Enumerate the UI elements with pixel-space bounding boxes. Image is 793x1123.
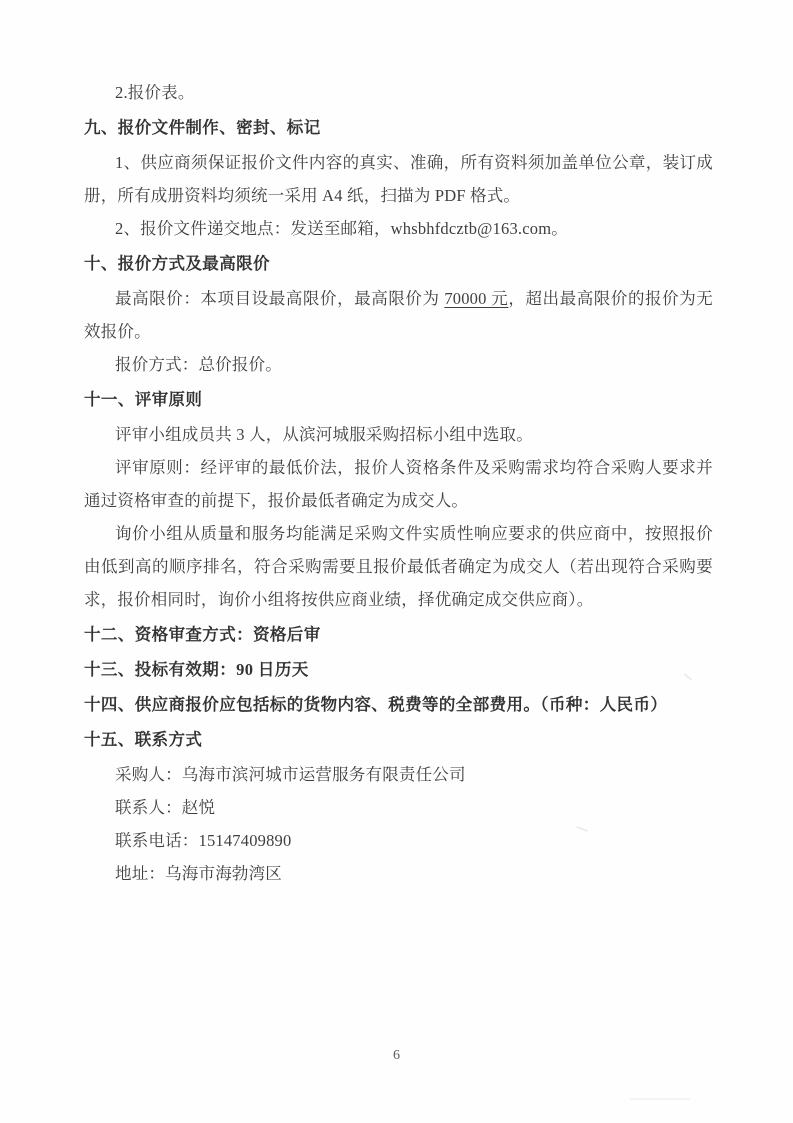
heading-section-15-contact-info: 十五、联系方式 (84, 730, 203, 749)
paragraph-address: 地址：乌海市海勃湾区 (115, 864, 282, 883)
max-price-prefix: 最高限价：本项目设最高限价，最高限价为 (115, 289, 445, 308)
document-content (84, 76, 713, 890)
paragraph-evaluation-principle-lowest-price: 评审原则：经评审的最低价法，报价人资格条件及采购需求均符合采购人要求并通过资格审查的前提下，报价最低者确定为成交人。 (84, 458, 713, 510)
paragraph-contact-person: 联系人：赵悦 (115, 798, 216, 817)
heading-section-10-price-method-limit: 十、报价方式及最高限价 (84, 254, 270, 273)
max-price-suffix: ，超出最高限价的报价为无效报价。 (84, 289, 714, 341)
paragraph-inquiry-panel-ranking: 询价小组从质量和服务均能满足采购文件实质性响应要求的供应商中，按照报价由低到高的顺序排名，符合采购需要且报价最低者确定为成交人（若出现符合采购要求，报价相同时，询价小组将按供应商业绩，择优确定成交供应商）。 (84, 524, 713, 609)
scan-artifact (630, 1098, 690, 1100)
heading-section-14-price-inclusions: 十四、供应商报价应包括标的货物内容、税费等的全部费用。（币种：人民币） (84, 695, 668, 714)
paragraph-document-requirements: 1、供应商须保证报价文件内容的真实、准确，所有资料须加盖单位公章，装订成册，所有成册资料均须统一采用 A4 纸，扫描为 PDF 格式。 (84, 153, 713, 205)
heading-section-12-qualification-review: 十二、资格审查方式：资格后审 (84, 625, 321, 644)
heading-section-9-document-preparation: 九、报价文件制作、密封、标记 (84, 118, 321, 137)
max-price-value: 70000 元 (444, 289, 509, 308)
paragraph-submission-address-email: 2、报价文件递交地点：发送至邮箱，whsbhfdcztb@163.com。 (115, 219, 568, 238)
heading-section-13-bid-validity: 十三、投标有效期：90 日历天 (84, 660, 309, 679)
heading-section-11-evaluation-principles: 十一、评审原则 (84, 390, 203, 409)
paragraph-quotation-table: 2.报价表。 (115, 83, 195, 102)
paragraph-purchaser-name: 采购人：乌海市滨河城市运营服务有限责任公司 (115, 765, 466, 784)
paragraph-max-price-limit (84, 282, 713, 348)
paragraph-contact-phone: 联系电话：15147409890 (115, 831, 292, 850)
paragraph-quotation-method: 报价方式：总价报价。 (115, 355, 282, 374)
paragraph-evaluation-panel: 评审小组成员共 3 人，从滨河城服采购招标小组中选取。 (115, 425, 533, 444)
page-number: 6 (393, 1048, 400, 1063)
